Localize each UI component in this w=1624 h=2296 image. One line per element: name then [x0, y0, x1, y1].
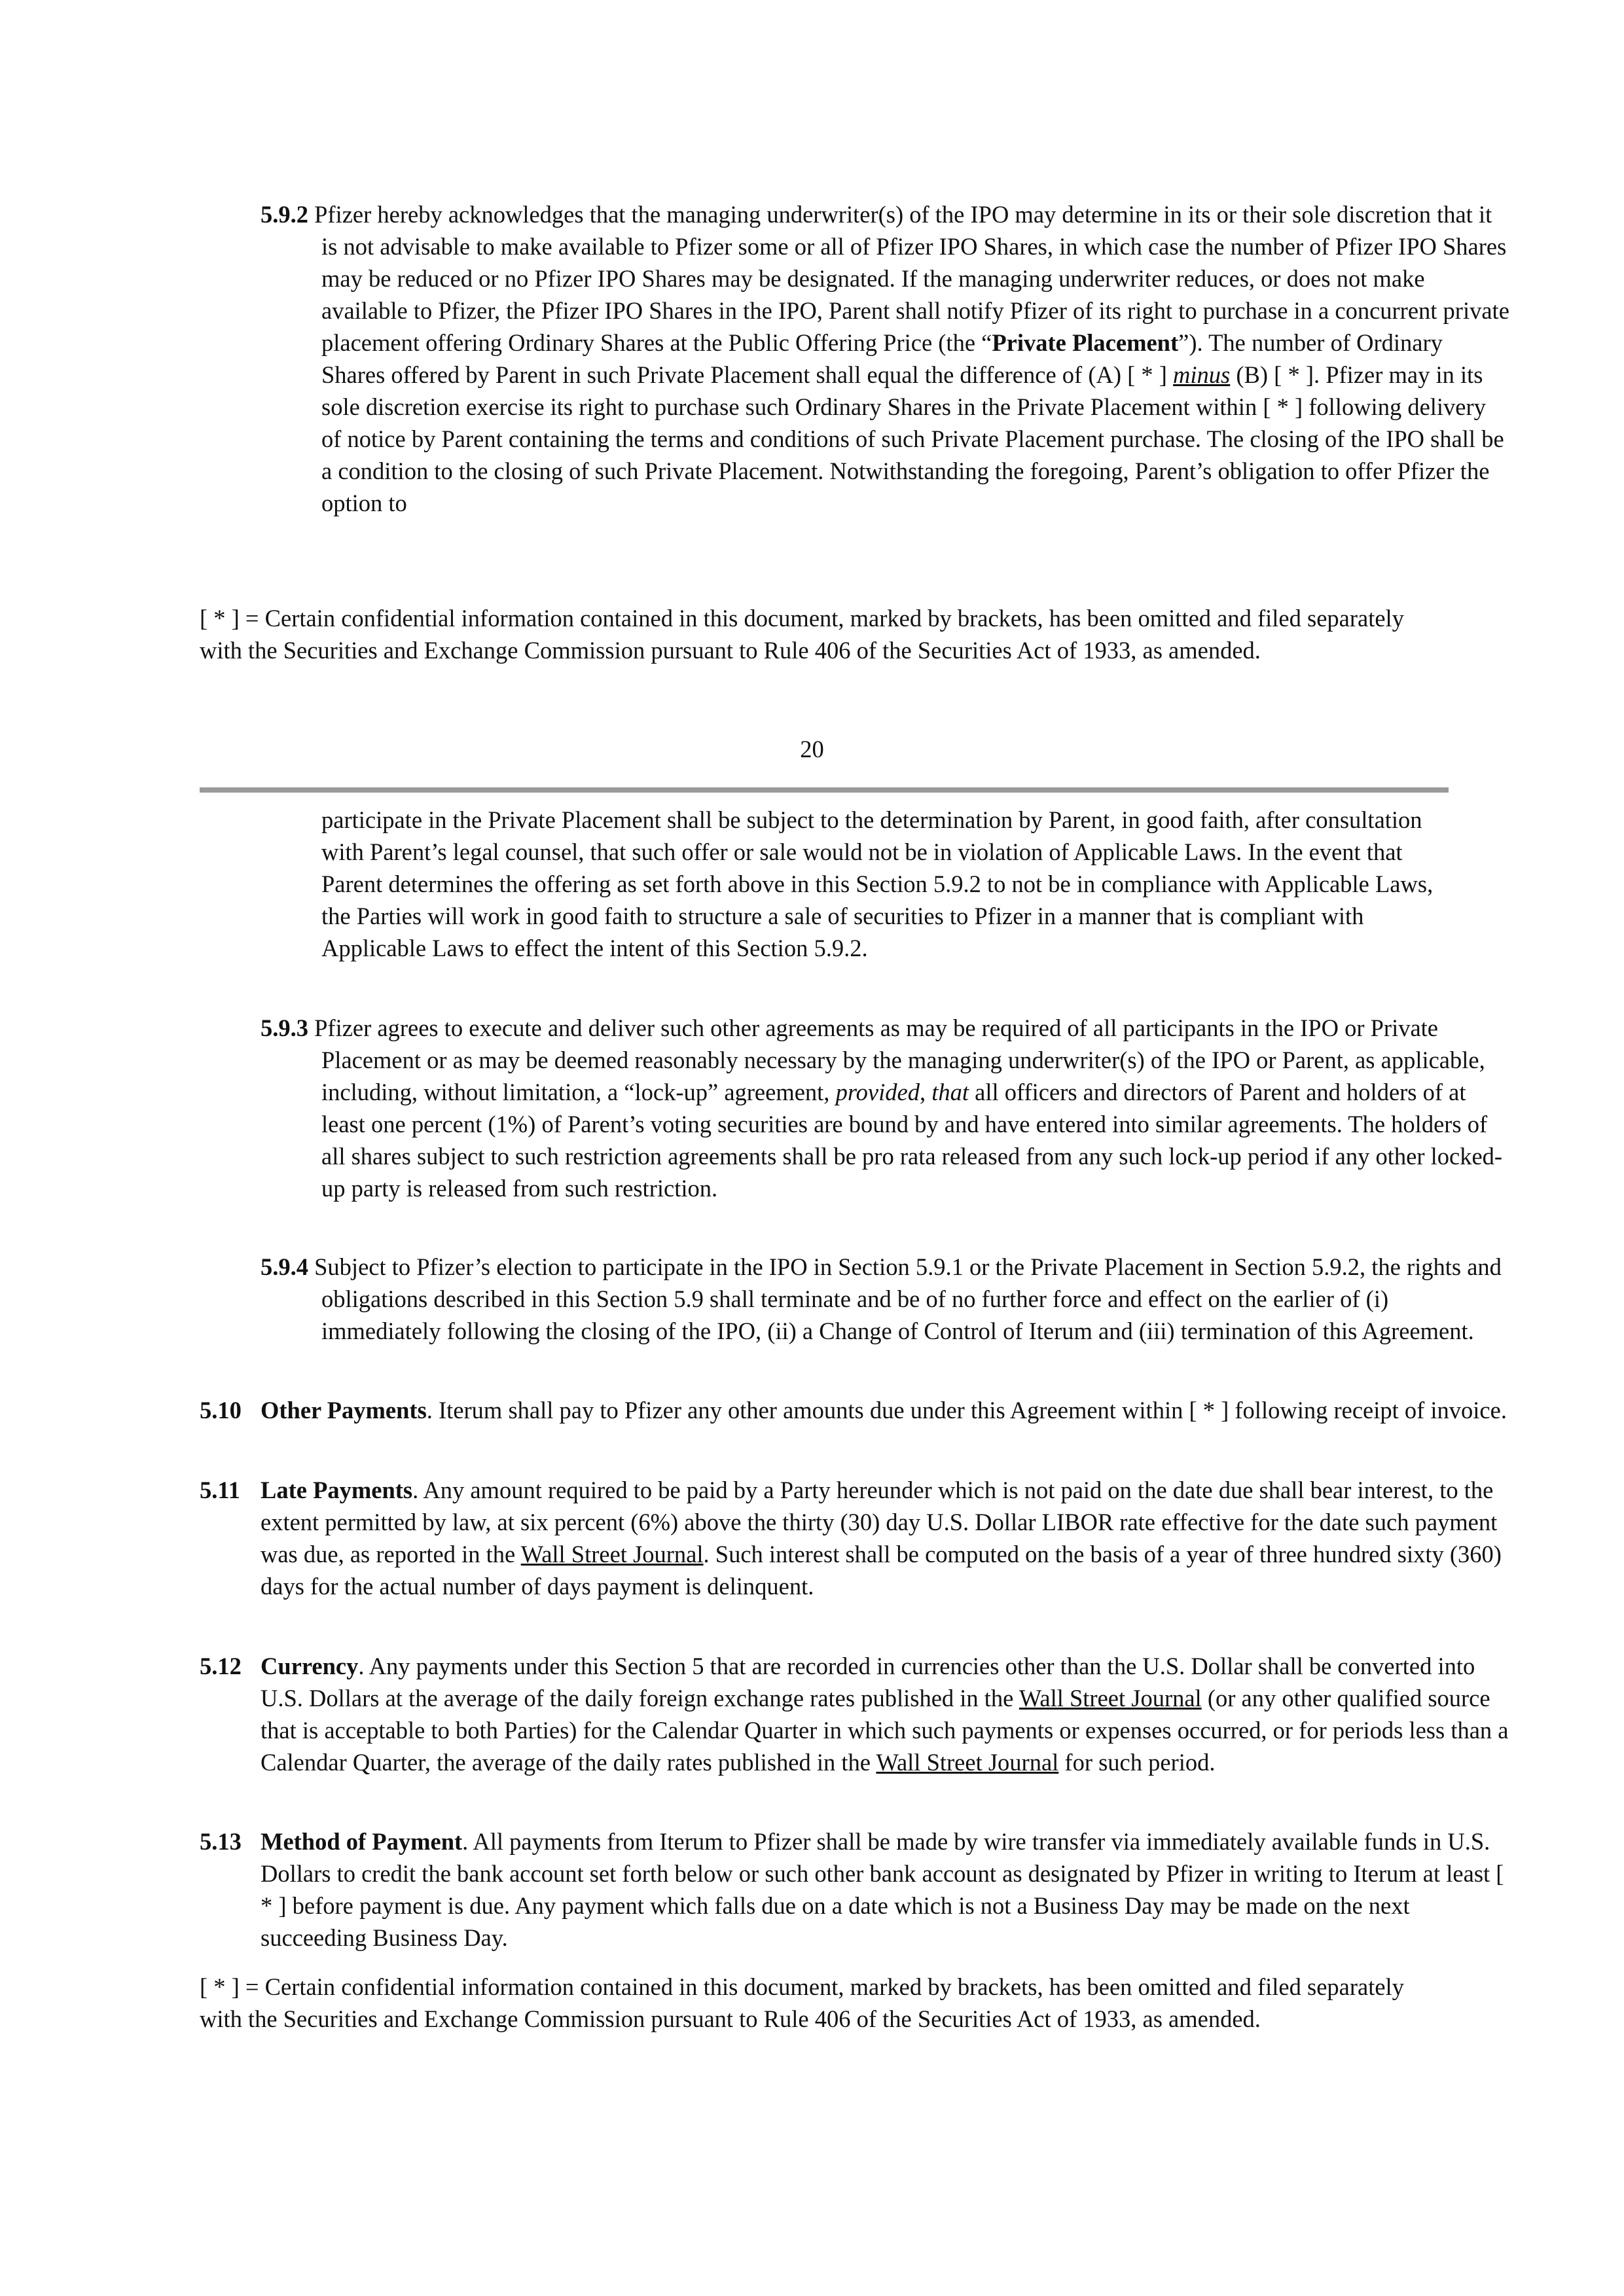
section-5-10 — [200, 1394, 1509, 1426]
section-number: 5.9.2 — [261, 201, 308, 228]
section-title: Method of Payment — [261, 1828, 463, 1855]
defined-term: Private Placement — [992, 329, 1179, 356]
publication-name: Wall Street Journal — [1019, 1685, 1202, 1712]
section-text: Pfizer agrees to execute and deliver such other agreements as may be required of all participants in the IPO or Private Placement or as may be deemed reasonably necessary by the managing underwriter(s) of the IPO or Parent, as applicable, including, without limitation, a “lock-up” agreement, — [314, 1014, 1485, 1105]
emphasis-term: provided — [835, 1079, 920, 1105]
section-5-12 — [200, 1650, 1509, 1778]
section-text: ”). The number of Ordinary Shares offered by Parent in such Private Placement shall equal the difference of (A) [ * ] — [321, 329, 1443, 388]
section-title: Late Payments — [261, 1477, 413, 1503]
page-divider — [200, 787, 1449, 793]
section-text: . Any amount required to be paid by a Party hereunder which is not paid on the date due shall bear interest, to the extent permitted by law, at six percent (6%) above the thirty (30) day U.S. Dollar LIBOR rate effective for the date such payment was due, as reported in the — [261, 1477, 1498, 1568]
section-number: 5.12 — [200, 1653, 242, 1679]
section-text: . Any payments under this Section 5 that are recorded in currencies other than the U.S. Dollar shall be converted into U.S. Dollars at the average of the daily foreign exchange rates published in the — [261, 1653, 1475, 1712]
confidentiality-footnote: [ * ] = Certain confidential information contained in this document, marked by brackets, has been omitted and filed separately with the Securities and Exchange Commission pursuant to Rule 406 of the Securities Act of 1933, as amended. — [200, 1973, 1404, 2032]
section-number: 5.9.4 — [261, 1253, 308, 1280]
section-text: (B) [ * ]. Pfizer may in its sole discretion exercise its right to purchase such Ordinary Shares in the Private Placement within [ * ] following delivery of notice by Parent containing the terms and conditions of such Private Placement purchase. The closing of the IPO shall be a condition to the closing of such Private Placement. Notwithstanding the foregoing, Parent’s obligation to offer Pfizer the option to — [321, 361, 1504, 516]
section-text: all officers and directors of Parent and holders of at least one percent (1%) of Parent’s voting securities are bound by and have entered into similar agreements. The holders of all shares subject to such restriction agreements shall be pro rata released from any such lock-up period if any other locked-up party is released from such restriction. — [321, 1079, 1503, 1202]
section-text: . Iterum shall pay to Pfizer any other amounts due under this Agreement within [ * ] following receipt of invoice. — [426, 1397, 1507, 1424]
section-text: for such period. — [1058, 1749, 1216, 1776]
section-5-9-2-continued: participate in the Private Placement shall be subject to the determination by Parent, in good faith, after consultation with Parent’s legal counsel, that such offer or sale would not be in violation of Applicable Laws. In the event that Parent determines the offering as set forth above in this Section 5.9.2 to not be in compliance with Applicable Laws, the Parties will work in good faith to structure a sale of securities to Pfizer in a manner that is compliant with Applicable Laws to effect the intent of this Section 5.9.2. — [321, 806, 1434, 961]
section-5-11 — [200, 1474, 1509, 1602]
section-text: . Such interest shall be computed on the basis of a year of three hundred sixty (360) days for the actual number of days payment is delinquent. — [261, 1541, 1502, 1600]
section-number: 5.9.3 — [261, 1014, 308, 1041]
page-number: 20 — [800, 736, 824, 762]
section-text: , — [919, 1079, 932, 1105]
emphasis-term: that — [931, 1079, 969, 1105]
section-number: 5.13 — [200, 1828, 242, 1855]
confidentiality-footnote: [ * ] = Certain confidential information contained in this document, marked by brackets, has been omitted and filed separately with the Securities and Exchange Commission pursuant to Rule 406 of the Securities Act of 1933, as amended. — [200, 605, 1404, 664]
publication-name: Wall Street Journal — [520, 1541, 704, 1568]
section-text: . All payments from Iterum to Pfizer shall be made by wire transfer via immediately available funds in U.S. Dollars to credit the bank account set forth below or such other bank account as designated by Pfizer in writing to Iterum at least [ * ] before payment is due. Any payment which falls due on a date which is not a Business Day may be made on the next succeeding Business Day. — [261, 1828, 1504, 1951]
section-title: Currency — [261, 1653, 359, 1679]
section-number: 5.10 — [200, 1397, 242, 1424]
section-title: Other Payments — [261, 1397, 427, 1424]
publication-name: Wall Street Journal — [876, 1749, 1059, 1776]
section-text: (or any other qualified source that is acceptable to both Parties) for the Calendar Quarter in which such payments or expenses occurred, or for periods less than a Calendar Quarter, the average of the daily rates published in the — [261, 1685, 1509, 1776]
section-5-9-4 — [261, 1251, 1509, 1347]
section-5-9-3 — [261, 1012, 1509, 1204]
section-text: Pfizer hereby acknowledges that the managing underwriter(s) of the IPO may determine in its or their sole discretion that it is not advisable to make available to Pfizer some or all of Pfizer IPO Shares, in which case the number of Pfizer IPO Shares may be reduced or no Pfizer IPO Shares may be designated. If the managing underwriter reduces, or does not make available to Pfizer, the Pfizer IPO Shares in the IPO, Parent shall notify Pfizer of its right to purchase in a concurrent private placement offering Ordinary Shares at the Public Offering Price (the “ — [314, 201, 1509, 356]
section-text: Subject to Pfizer’s election to participate in the IPO in Section 5.9.1 or the Private Placement in Section 5.9.2, the rights and obligations described in this Section 5.9 shall terminate and be of no further force and effect on the earlier of (i) immediately following the closing of the IPO, (ii) a Change of Control of Iterum and (iii) termination of this Agreement. — [314, 1253, 1502, 1344]
emphasis-term: minus — [1173, 361, 1231, 388]
section-5-13 — [200, 1825, 1509, 1954]
section-5-9-2 — [261, 198, 1509, 519]
section-number: 5.11 — [200, 1477, 240, 1503]
